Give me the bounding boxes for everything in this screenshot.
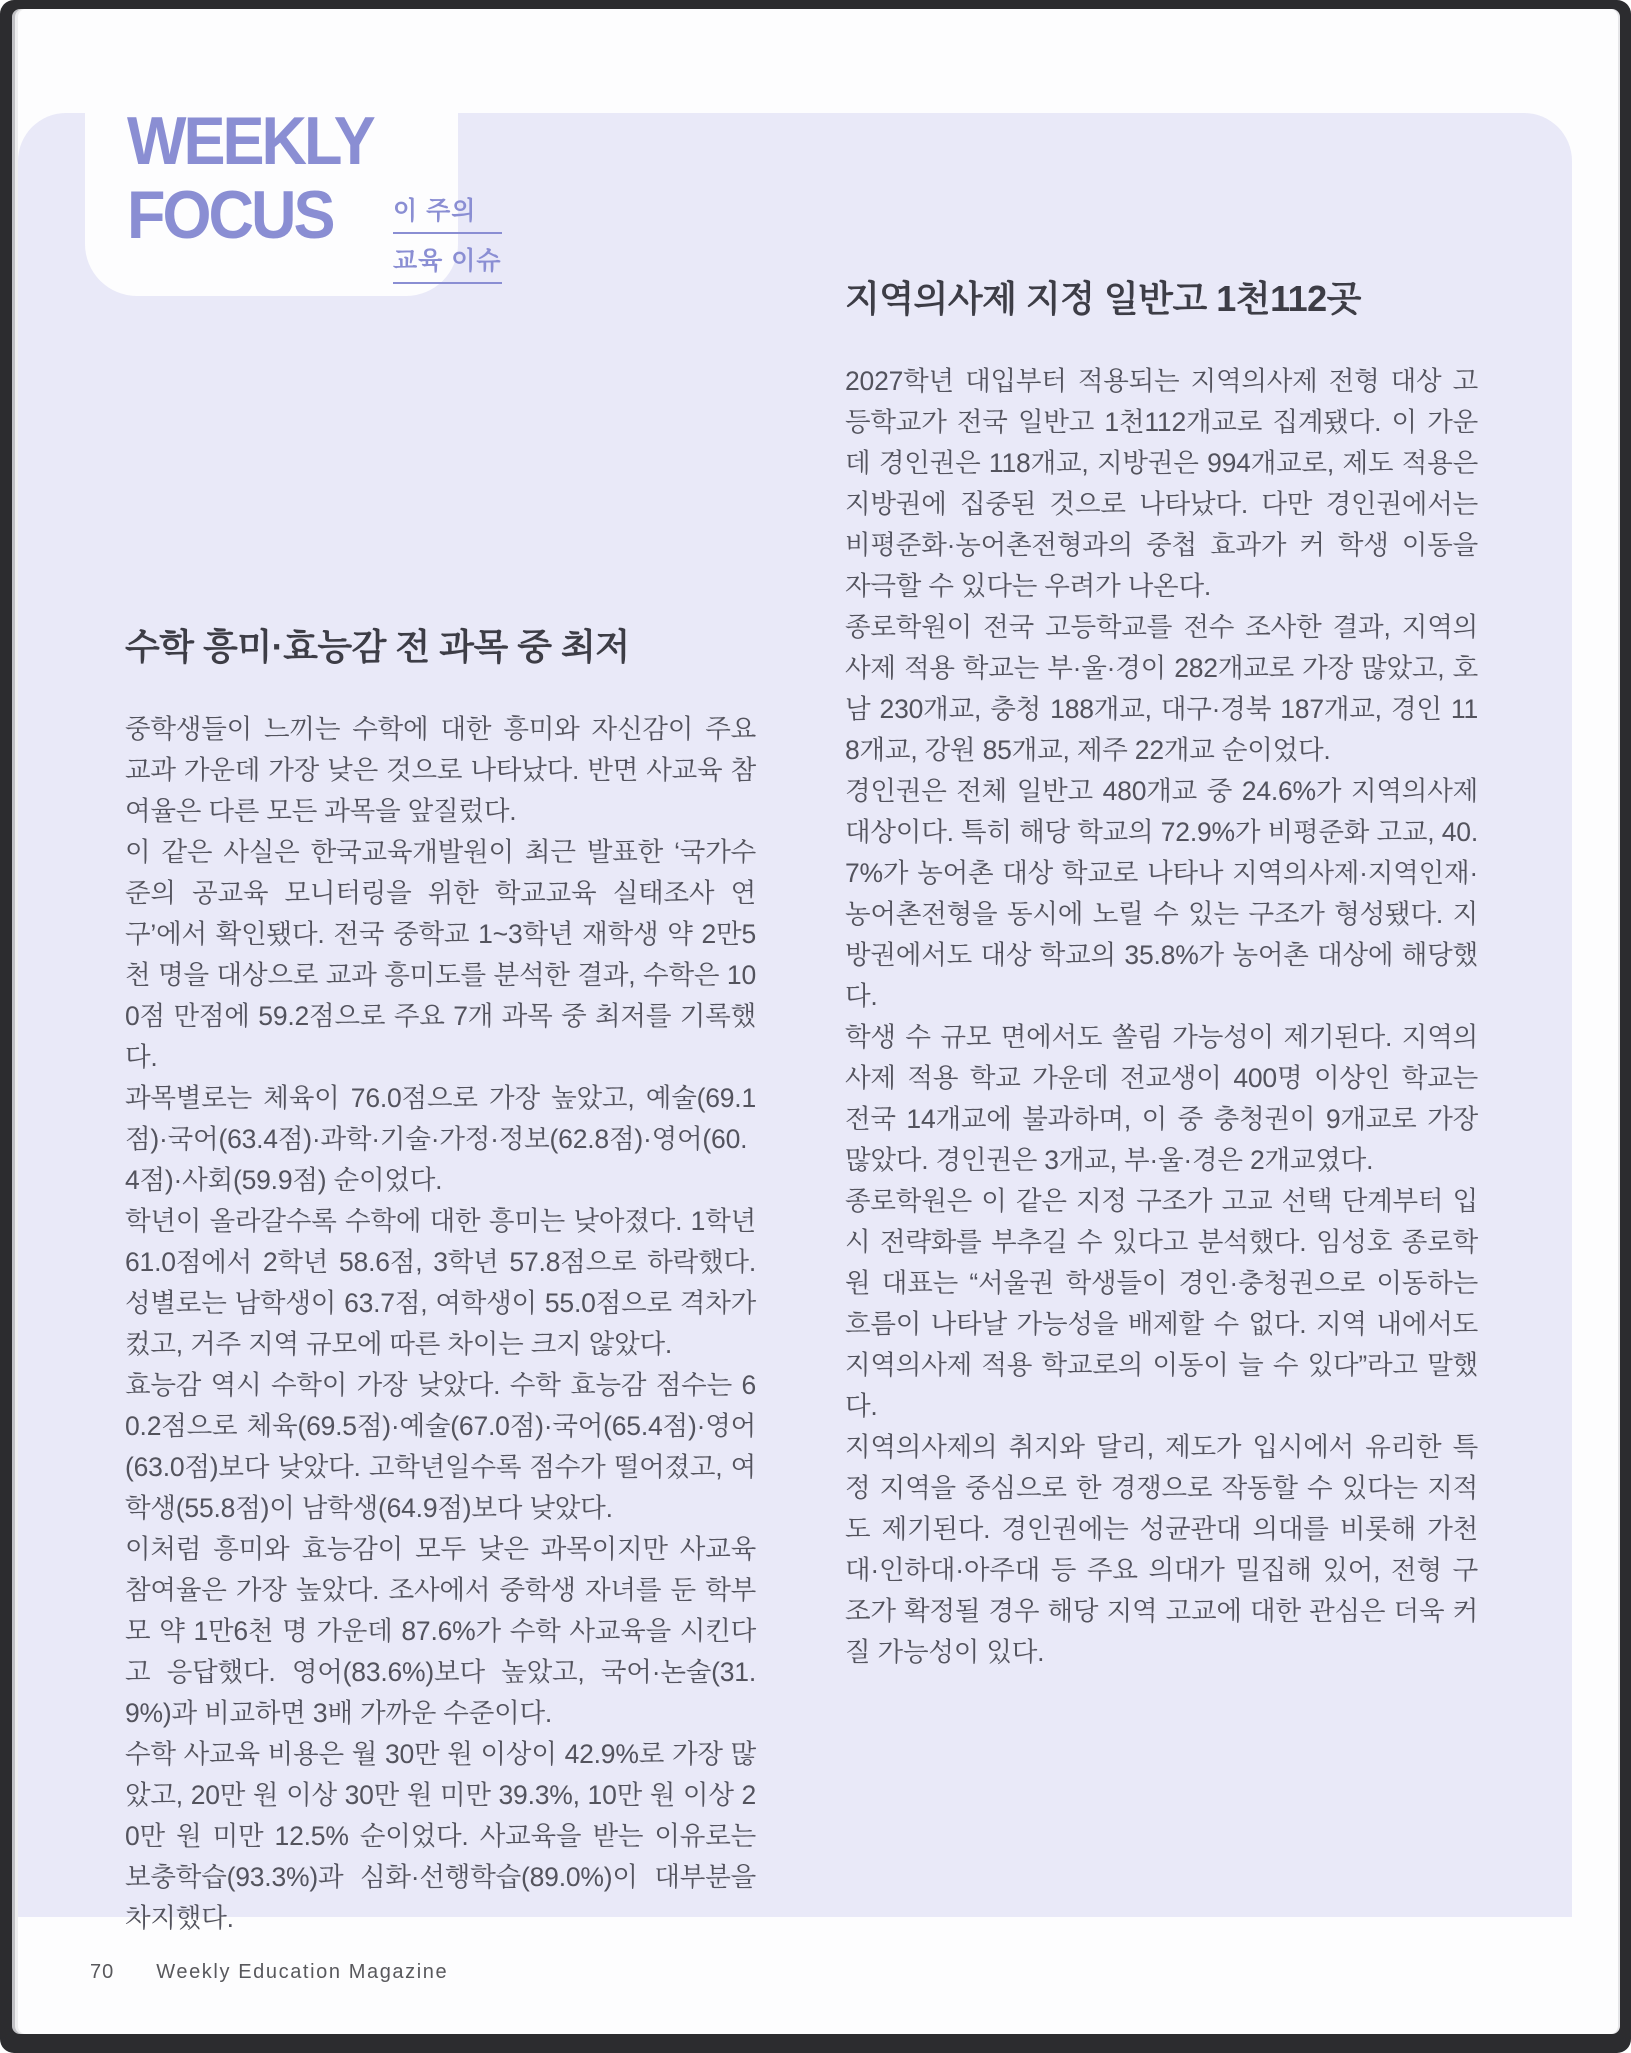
paragraph: 수학 사교육 비용은 월 30만 원 이상이 42.9%로 가장 많았고, 20만 원 이상 30만 원 미만 39.3%, 10만 원 이상 20만 원 미만 12.5% 순이었다. 사교육을 받는 이유로는 보충학습(93.3%)과 심화·선행학습(89.0%)이 대부분을 차지했다. [125,1739,756,1933]
magazine-page [12,9,1620,2034]
page-footer [90,1961,448,1984]
left-article-title: 수학 흥미·효능감 전 과목 중 최저 [125,626,630,667]
paragraph: 과목별로는 체육이 76.0점으로 가장 높았고, 예술(69.1점)·국어(63.4점)·과학·기술·가정·정보(62.8점)·영어(60.4점)·사회(59.9점) 순이었다. [125,1083,756,1195]
left-article [125,625,756,1939]
page-number: 70 [90,1961,115,1983]
tagline-line1: 이 주의 [393,191,502,234]
paragraph: 지역의사제의 취지와 달리, 제도가 입시에서 유리한 특정 지역을 중심으로 한 경쟁으로 작동할 수 있다는 지적도 제기된다. 경인권에는 성균관대 의대를 비롯해 가천대·인하대·아주대 등 주요 의대가 밀집해 있어, 전형 구조가 확정될 경우 해당 지역 고교에 대한 관심은 더욱 커질 가능성이 있다. [845,1432,1478,1667]
paragraph: 경인권은 전체 일반고 480개교 중 24.6%가 지역의사제 대상이다. 특히 해당 학교의 72.9%가 비평준화 고교, 40.7%가 농어촌 대상 학교로 나타나 지역의사제·지역인재·농어촌전형을 동시에 노릴 수 있는 구조가 형성됐다. 지방권에서도 대상 학교의 35.8%가 농어촌 대상에 해당했다. [845,776,1478,1011]
paragraph: 효능감 역시 수학이 가장 낮았다. 수학 효능감 점수는 60.2점으로 체육(69.5점)·예술(67.0점)·국어(65.4점)·영어(63.0점)보다 낮았다. 고학년일수록 점수가 떨어졌고, 여학생(55.8점)이 남학생(64.9점)보다 낮았다. [125,1370,756,1523]
left-article-body [125,709,756,1939]
right-article-body [845,361,1478,1673]
magazine-title: Weekly Education Magazine [156,1961,449,1983]
paragraph: 학생 수 규모 면에서도 쏠림 가능성이 제기된다. 지역의사제 적용 학교 가운데 전교생이 400명 이상인 학교는 전국 14개교에 불과하며, 이 중 충청권이 9개교로 가장 많았다. 경인권은 3개교, 부·울·경은 2개교였다. [845,1022,1478,1175]
paragraph: 종로학원이 전국 고등학교를 전수 조사한 결과, 지역의사제 적용 학교는 부·울·경이 282개교로 가장 많았고, 호남 230개교, 충청 188개교, 대구·경북 187개교, 경인 118개교, 강원 85개교, 제주 22개교 순이었다. [845,612,1478,765]
right-article [845,277,1478,1673]
paragraph: 이 같은 사실은 한국교육개발원이 최근 발표한 ‘국가수준의 공교육 모니터링을 위한 학교교육 실태조사 연구’에서 확인됐다. 전국 중학교 1~3학년 재학생 약 2만5천 명을 대상으로 교과 흥미도를 분석한 결과, 수학은 100점 만점에 59.2점으로 주요 7개 과목 중 최저를 기록했다. [125,837,756,1072]
logo-box [85,9,502,296]
paragraph: 이처럼 흥미와 효능감이 모두 낮은 과목이지만 사교육 참여율은 가장 높았다. 조사에서 중학생 자녀를 둔 학부모 약 1만6천 명 가운데 87.6%가 수학 사교육을 시킨다고 응답했다. 영어(83.6%)보다 높았고, 국어·논술(31.9%)과 비교하면 3배 가까운 수준이다. [125,1534,756,1728]
paragraph: 종로학원은 이 같은 지정 구조가 고교 선택 단계부터 입시 전략화를 부추길 수 있다고 분석했다. 임성호 종로학원 대표는 “서울권 학생들이 경인·충청권으로 이동하는 흐름이 나타날 가능성을 배제할 수 없다. 지역 내에서도 지역의사제 적용 학교로의 이동이 늘 수 있다”라고 말했다. [845,1186,1478,1421]
logo-tagline [393,191,502,291]
logo-focus: FOCUS [127,177,333,254]
paragraph: 중학생들이 느끼는 수학에 대한 흥미와 자신감이 주요 교과 가운데 가장 낮은 것으로 나타났다. 반면 사교육 참여율은 다른 모든 과목을 앞질렀다. [125,714,756,826]
tagline-line2: 교육 이슈 [393,241,502,284]
right-article-title: 지역의사제 지정 일반고 1천112곳 [845,278,1361,319]
logo-weekly: WEEKLY [127,103,373,180]
paragraph: 학년이 올라갈수록 수학에 대한 흥미는 낮아졌다. 1학년 61.0점에서 2학년 58.6점, 3학년 57.8점으로 하락했다. 성별로는 남학생이 63.7점, 여학생이 55.0점으로 격차가 컸고, 거주 지역 규모에 따른 차이는 크지 않았다. [125,1206,756,1359]
paragraph: 2027학년 대입부터 적용되는 지역의사제 전형 대상 고등학교가 전국 일반고 1천112개교로 집계됐다. 이 가운데 경인권은 118개교, 지방권은 994개교로, 제도 적용은 지방권에 집중된 것으로 나타났다. 다만 경인권에서는 비평준화·농어촌전형과의 중첩 효과가 커 학생 이동을 자극할 수 있다는 우려가 나온다. [845,366,1478,601]
